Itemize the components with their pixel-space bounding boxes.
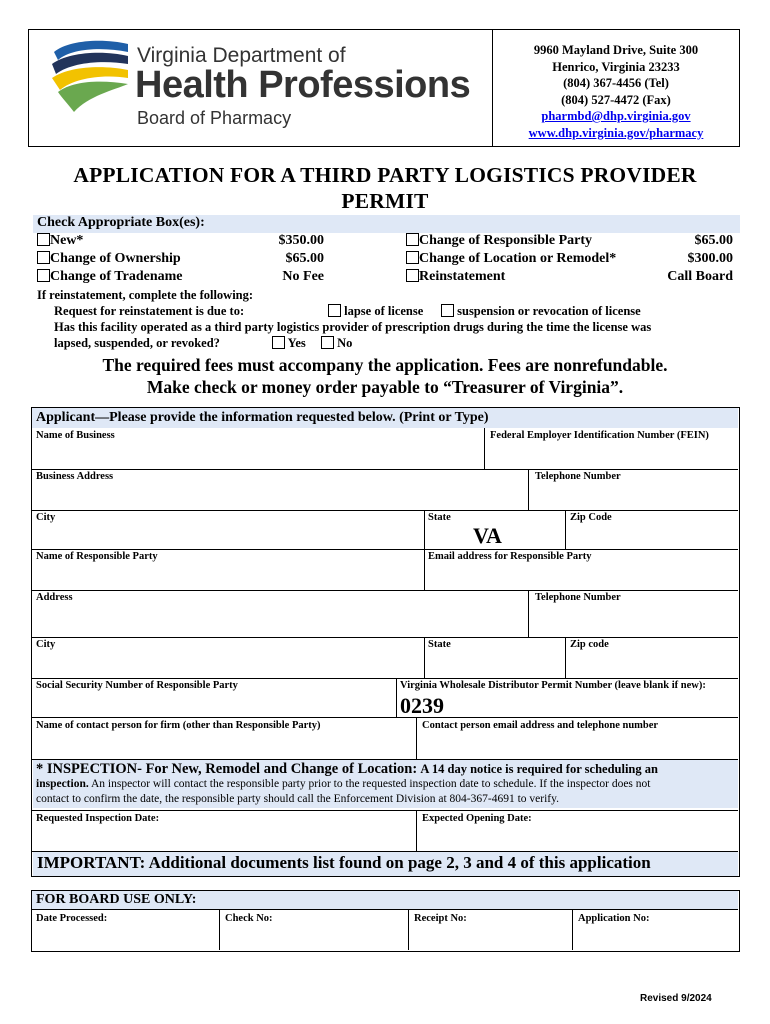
label-date-processed: Date Processed: — [36, 913, 108, 924]
reason-lapse-label: lapse of license — [344, 304, 424, 318]
row-divider — [32, 590, 738, 591]
answer-yes-label: Yes — [287, 336, 306, 350]
label-fein: Federal Employer Identification Number (FEIN) — [490, 430, 709, 441]
row-divider — [32, 717, 738, 718]
label-zip-1: Zip Code — [570, 512, 612, 523]
reinstatement-reason-prompt: Request for reinstatement is due to: — [54, 304, 245, 318]
answer-no-label: No — [337, 336, 353, 350]
col-divider — [408, 909, 409, 950]
check-heading: Check Appropriate Box(es): — [37, 215, 205, 230]
checkbox-lapse[interactable] — [328, 304, 341, 317]
state-1-value: VA — [473, 523, 502, 548]
title-line2: PERMIT — [341, 189, 429, 213]
label-application-no: Application No: — [578, 913, 650, 924]
checkbox-no[interactable] — [321, 336, 334, 349]
inspection-notice: A 14 day notice is required for scheduling an — [420, 762, 658, 776]
col-divider — [528, 590, 529, 637]
option-change-location — [406, 251, 616, 267]
label-address-2: Address — [36, 592, 73, 603]
logo-text-health-professions: Health Professions — [135, 64, 471, 106]
fee-change-tradename: No Fee — [282, 269, 324, 284]
reason-suspension — [441, 304, 641, 319]
checkbox-change-responsible-party[interactable] — [406, 233, 419, 246]
option-change-tradename — [37, 269, 182, 285]
label-permit-number: Virginia Wholesale Distributor Permit Number (leave blank if new): — [400, 680, 706, 691]
contact-website-link[interactable]: www.dhp.virginia.gov/pharmacy — [528, 125, 704, 140]
checkbox-change-location[interactable] — [406, 251, 419, 264]
row-divider — [32, 510, 738, 511]
board-divider — [32, 909, 738, 910]
option-change-responsible-party-label: Change of Responsible Party — [419, 233, 593, 248]
page-title — [40, 162, 730, 214]
label-responsible-party: Name of Responsible Party — [36, 551, 158, 562]
label-expected-opening-date: Expected Opening Date: — [422, 813, 532, 824]
inspection-heading: * INSPECTION- For New, Remodel and Change of Location: — [36, 761, 418, 777]
contact-fax: (804) 527-4472 (Fax) — [561, 92, 671, 107]
option-reinstatement — [406, 269, 505, 285]
contact-email-link[interactable]: pharmbd@dhp.virginia.gov — [541, 109, 691, 123]
option-change-responsible-party — [406, 233, 592, 249]
inspection-word: inspection. — [36, 778, 89, 790]
col-divider — [424, 637, 425, 678]
option-reinstatement-label: Reinstatement — [419, 269, 506, 284]
checkbox-yes[interactable] — [272, 336, 285, 349]
label-zip-2: Zip code — [570, 639, 609, 650]
label-telephone-1: Telephone Number — [535, 471, 621, 482]
col-divider — [484, 428, 485, 469]
contact-address1: 9960 Mayland Drive, Suite 300 — [533, 43, 699, 57]
col-divider — [565, 510, 566, 549]
checkbox-change-ownership[interactable] — [37, 251, 50, 264]
col-divider — [572, 909, 573, 950]
contact-phone: (804) 367-4456 (Tel) — [563, 76, 669, 90]
fees-note-line1: The required fees must accompany the application. Fees are nonrefundable. — [102, 355, 668, 375]
option-change-location-label: Change of Location or Remodel* — [419, 251, 617, 266]
label-name-of-business: Name of Business — [36, 430, 115, 441]
permit-prefix-value: 0239 — [400, 693, 444, 718]
option-change-tradename-label: Change of Tradename — [50, 269, 183, 284]
col-divider — [424, 510, 425, 549]
col-divider — [528, 469, 529, 510]
answer-yes — [272, 336, 306, 351]
label-city-2: City — [36, 639, 56, 650]
applicant-heading: Applicant—Please provide the information requested below. (Print or Type) — [36, 410, 489, 425]
option-new-label: New* — [50, 233, 84, 248]
label-business-address: Business Address — [36, 471, 114, 482]
inspection-line1 — [36, 761, 736, 778]
fees-note — [40, 354, 730, 398]
fees-note-line2: Make check or money order payable to “Treasurer of Virginia”. — [146, 377, 624, 397]
label-city-1: City — [36, 512, 56, 523]
row-divider — [32, 637, 738, 638]
option-new — [37, 233, 83, 249]
inspection-line3: contact to confirm the date, the responsible party should call the Enforcement Division at 804-367-4691 to verify. — [36, 793, 559, 805]
row-divider — [32, 678, 738, 679]
col-divider — [396, 678, 397, 717]
col-divider — [424, 549, 425, 590]
fee-change-responsible-party: $65.00 — [694, 233, 733, 248]
checkbox-new[interactable] — [37, 233, 50, 246]
label-contact-name: Name of contact person for firm (other than Responsible Party) — [36, 720, 321, 731]
checkbox-change-tradename[interactable] — [37, 269, 50, 282]
revision-date: Revised 9/2024 — [640, 993, 712, 1004]
board-heading: FOR BOARD USE ONLY: — [36, 892, 197, 907]
checkbox-suspension[interactable] — [441, 304, 454, 317]
label-state-1: State — [428, 512, 451, 523]
option-change-ownership-label: Change of Ownership — [50, 251, 181, 266]
reinstatement-heading: If reinstatement, complete the following: — [37, 288, 254, 302]
reinstatement-question-line1: Has this facility operated as a third party logistics provider of prescription drugs during the time the license was — [54, 320, 652, 334]
option-change-ownership — [37, 251, 181, 267]
col-divider — [416, 810, 417, 851]
answer-no — [321, 336, 352, 351]
label-contact-email: Contact person email address and telephone number — [422, 720, 659, 731]
fee-change-ownership: $65.00 — [285, 251, 324, 266]
label-receipt-no: Receipt No: — [414, 913, 467, 924]
row-divider — [32, 469, 738, 470]
col-divider — [416, 717, 417, 759]
label-telephone-2: Telephone Number — [535, 592, 621, 603]
fee-reinstatement: Call Board — [667, 269, 733, 284]
row-divider — [32, 549, 738, 550]
label-requested-inspection-date: Requested Inspection Date: — [36, 813, 160, 824]
dhp-logo-icon — [48, 38, 130, 114]
contact-block — [494, 42, 738, 141]
reason-suspension-label: suspension or revocation of license — [457, 304, 641, 318]
col-divider — [219, 909, 220, 950]
fee-new: $350.00 — [278, 233, 324, 248]
col-divider — [565, 637, 566, 678]
logo-text-board: Board of Pharmacy — [137, 108, 292, 128]
row-divider — [32, 810, 738, 811]
reinstatement-question-line2: lapsed, suspended, or revoked? — [54, 336, 220, 350]
header-divider — [492, 29, 493, 147]
label-check-no: Check No: — [225, 913, 273, 924]
label-rp-email: Email address for Responsible Party — [428, 551, 592, 562]
board-use-box — [31, 890, 740, 952]
checkbox-reinstatement[interactable] — [406, 269, 419, 282]
contact-address2: Henrico, Virginia 23233 — [552, 59, 680, 74]
reason-lapse — [328, 304, 423, 319]
title-line1: APPLICATION FOR A THIRD PARTY LOGISTICS PROVIDER — [73, 163, 697, 187]
label-ssn: Social Security Number of Responsible Party — [36, 680, 238, 691]
inspection-text2: An inspector will contact the responsible party prior to the requested inspection date to schedule. If the inspector does not — [90, 778, 651, 790]
inspection-line2 — [36, 778, 650, 790]
logo-text-department: Virginia Department of — [137, 44, 346, 67]
label-state-2: State — [428, 639, 451, 650]
fee-change-location: $300.00 — [687, 251, 733, 266]
important-note: IMPORTANT: Additional documents list found on page 2, 3 and 4 of this application — [37, 853, 651, 872]
